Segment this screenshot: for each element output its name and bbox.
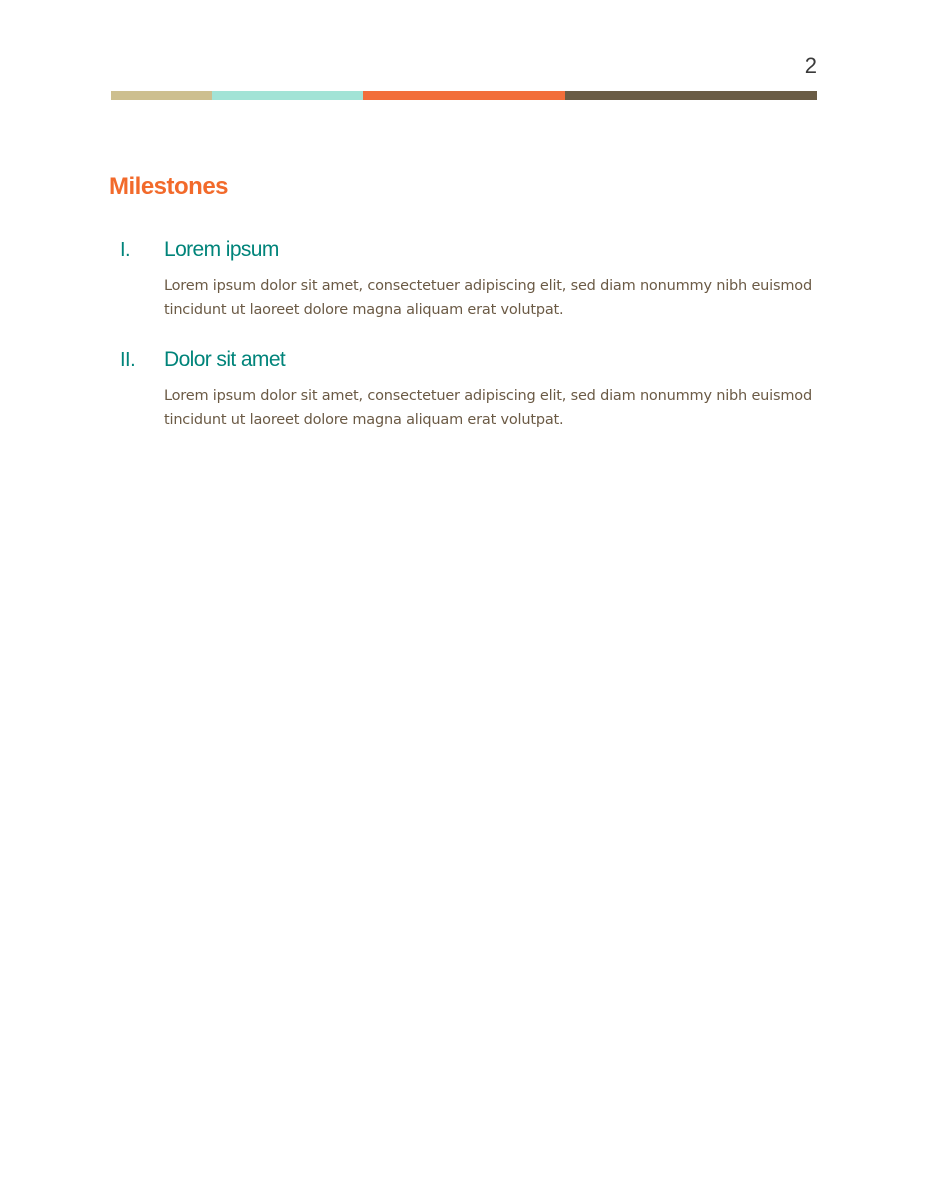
milestone-numeral: I.: [120, 239, 131, 261]
color-bar-segment-tan: [111, 91, 212, 100]
milestone-heading: Lorem ipsum: [164, 238, 279, 261]
header-color-bar: [111, 91, 817, 100]
color-bar-segment-orange: [363, 91, 565, 100]
milestone-body: Lorem ipsum dolor sit amet, consectetuer adipiscing elit, sed diam nonummy nibh euismod tincidunt ut laoreet dolore magna aliquam erat volutpat.: [164, 388, 812, 428]
milestone-item: [110, 348, 810, 432]
milestone-numeral: II.: [120, 349, 136, 371]
milestone-heading: Dolor sit amet: [164, 348, 286, 371]
milestone-body: Lorem ipsum dolor sit amet, consectetuer adipiscing elit, sed diam nonummy nibh euismod tincidunt ut laoreet dolore magna aliquam erat volutpat.: [164, 278, 812, 318]
section-title: Milestones: [109, 173, 229, 200]
page-number: 2: [804, 53, 817, 78]
milestone-header: [110, 238, 810, 266]
color-bar-segment-brown: [565, 91, 817, 100]
milestone-item: [110, 238, 810, 322]
milestone-header: [110, 348, 810, 376]
color-bar-segment-aqua: [212, 91, 363, 100]
